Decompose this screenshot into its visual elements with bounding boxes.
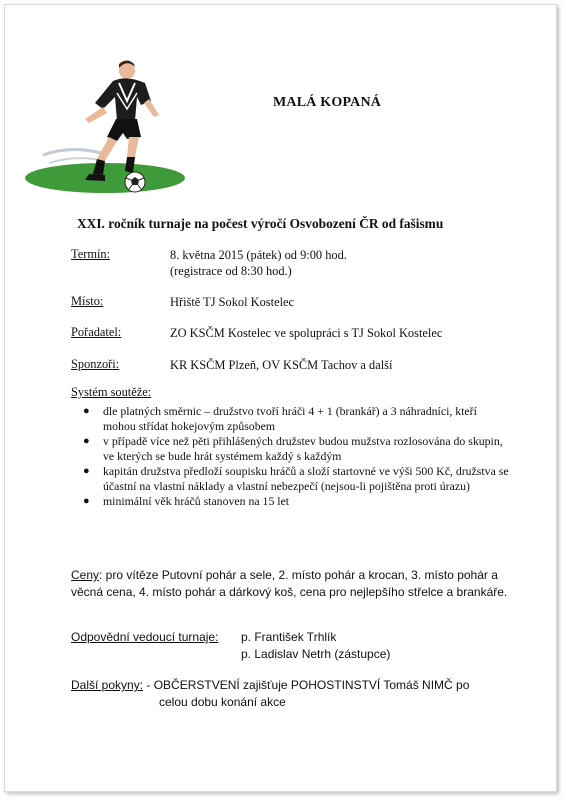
prizes-label: Ceny: [71, 568, 100, 582]
bullet-icon: ●: [83, 495, 90, 507]
competition-system-heading: Systém soutěže:: [71, 385, 152, 399]
football-player-image: [23, 57, 193, 199]
list-item: ● v případě více než pěti přihlášených družstev budou mužstva rozlosována do skupin, ve kterých se bude hrát systémem každý s každým: [83, 434, 503, 463]
sponsors-label: Sponzoři:: [71, 357, 120, 371]
bullet-icon: ●: [83, 405, 90, 417]
list-item: ● kapitán družstva předloží soupisku hráčů a složí startovné ve výši 500 Kč, družstva se účastní na vlastní náklady a vlastní nebezpečí (nejsou-li pojištěna proti úrazu): [83, 464, 509, 493]
refreshment-line-2: celou dobu konání akce: [159, 695, 286, 709]
organizer-label: Pořadatel:: [71, 325, 122, 339]
organizer-person-1: p. František Trhlík: [241, 630, 337, 644]
tournament-subtitle: XXI. ročník turnaje na počest výročí Osvobození ČR od fašismu: [77, 216, 444, 231]
other-instructions-label: Další pokyny:: [71, 678, 144, 692]
place-value: Hřiště TJ Sokol Kostelec: [170, 295, 295, 309]
other-instructions: [71, 677, 511, 711]
bullet-icon: ●: [83, 465, 90, 477]
competition-system: [71, 385, 511, 509]
list-item: ● minimální věk hráčů stanoven na 15 let: [83, 494, 290, 508]
date-label: Termín:: [71, 247, 111, 261]
refreshment-line: - OBČERSTVENÍ zajišťuje POHOSTINSTVÍ Tomáš NIMČ po: [143, 678, 470, 692]
prizes-text: : pro vítěze Putovní pohár a sele, 2. místo pohár a krocan, 3. místo pohár a věcná cena, 4. místo pohár a dárkový koš, cena pro nejlepšího střelce a brankáře.: [71, 568, 508, 599]
date-value: [170, 247, 347, 279]
prizes-paragraph: [71, 567, 511, 601]
document-page: [4, 4, 557, 792]
rules-list: [71, 404, 511, 509]
organizer-value: ZO KSČM Kostelec ve spolupráci s TJ Sokol Kostelec: [170, 326, 443, 340]
bullet-icon: ●: [83, 435, 90, 447]
registration-line: (registrace od 8:30 hod.): [170, 264, 292, 278]
place-label: Místo:: [71, 294, 104, 308]
date-line: 8. května 2015 (pátek) od 9:00 hod.: [170, 248, 347, 262]
sponsors-value: KR KSČM Plzeň, OV KSČM Tachov a další: [170, 358, 393, 372]
page-title: MALÁ KOPANÁ: [273, 95, 382, 110]
organizers-label: Odpovědní vedoucí turnaje:: [71, 630, 219, 644]
organizers-block: [71, 629, 511, 661]
organizer-person-2: p. Ladislav Netrh (zástupce): [241, 647, 391, 661]
list-item: ● dle platných směrnic – družstvo tvoří hráči 4 + 1 (brankář) a 3 náhradníci, kteří mohou střídat hokejovým způsobem: [83, 404, 477, 433]
